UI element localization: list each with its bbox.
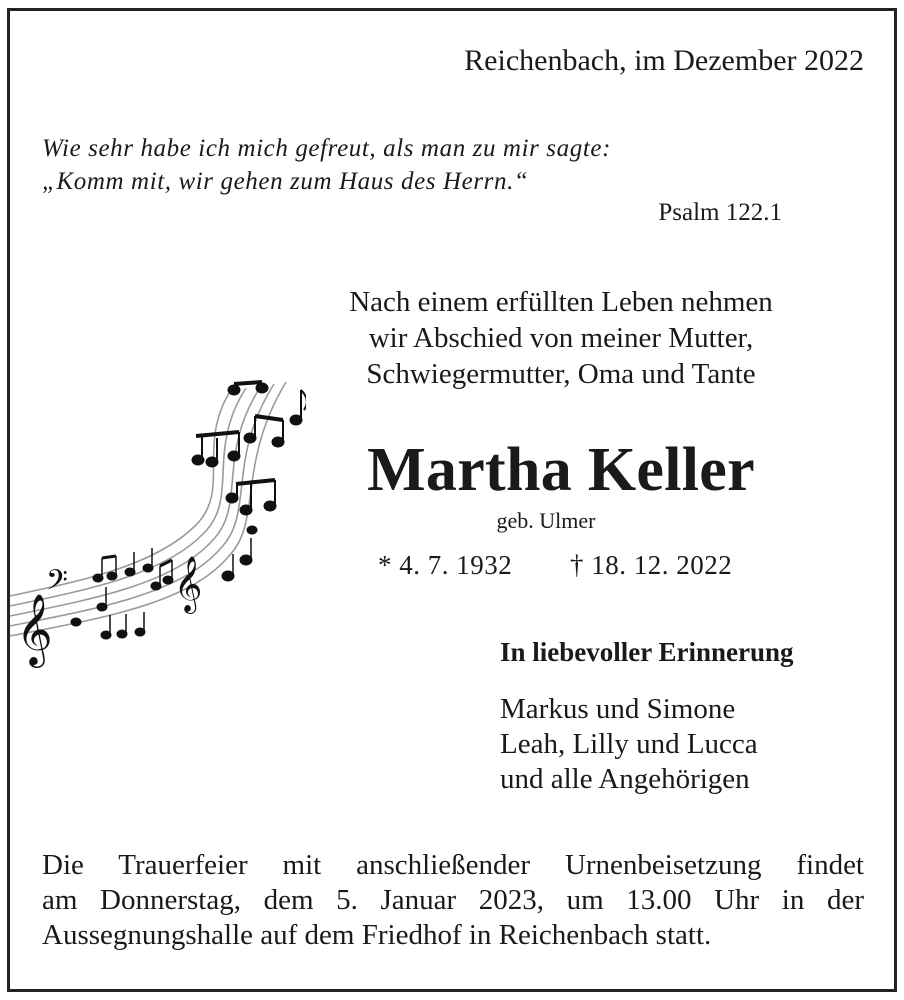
death-date: † 18. 12. 2022: [570, 550, 733, 580]
intro-line-1: Nach einem erfüllten Leben nehmen: [349, 286, 773, 318]
intro-line-3: Schwiegermutter, Oma und Tante: [366, 358, 756, 390]
birth-date: * 4. 7. 1932: [378, 550, 513, 580]
quote-line-2: „Komm mit, wir gehen zum Haus des Herrn.“: [42, 168, 529, 195]
intro-text: [296, 284, 826, 392]
mourners-list: [500, 692, 758, 797]
intro-line-2: wir Abschied von meiner Mutter,: [368, 322, 754, 354]
svg-text:𝄢: 𝄢: [46, 564, 68, 604]
mourner-line: Markus und Simone: [500, 693, 736, 725]
quote-source: Psalm 122.1: [658, 199, 782, 226]
funeral-line-2: am Donnerstag, dem 5. Januar 2023, um 13.00 Uhr in der: [42, 884, 864, 916]
mourner-line: und alle Angehörigen: [500, 763, 750, 795]
funeral-line-1: Die Trauerfeier mit anschließender Urnenbeisetzung findet: [42, 849, 864, 881]
music-notes-icon: [6, 350, 306, 680]
place-date: Reichenbach, im Dezember 2022: [464, 44, 864, 77]
deceased-name: Martha Keller: [367, 436, 755, 504]
funeral-info: [42, 848, 864, 953]
memory-heading: In liebevoller Erinnerung: [500, 637, 794, 667]
bible-quote: [42, 132, 611, 198]
funeral-line-3: Aussegnungshalle auf dem Friedhof in Reichenbach statt.: [42, 919, 712, 951]
svg-text:𝄞: 𝄞: [174, 556, 203, 612]
mourner-line: Leah, Lilly und Lucca: [500, 728, 758, 760]
quote-line-1: Wie sehr habe ich mich gefreut, als man zu mir sagte:: [42, 135, 611, 162]
maiden-name: geb. Ulmer: [496, 508, 596, 533]
svg-text:𝄞: 𝄞: [16, 592, 53, 665]
